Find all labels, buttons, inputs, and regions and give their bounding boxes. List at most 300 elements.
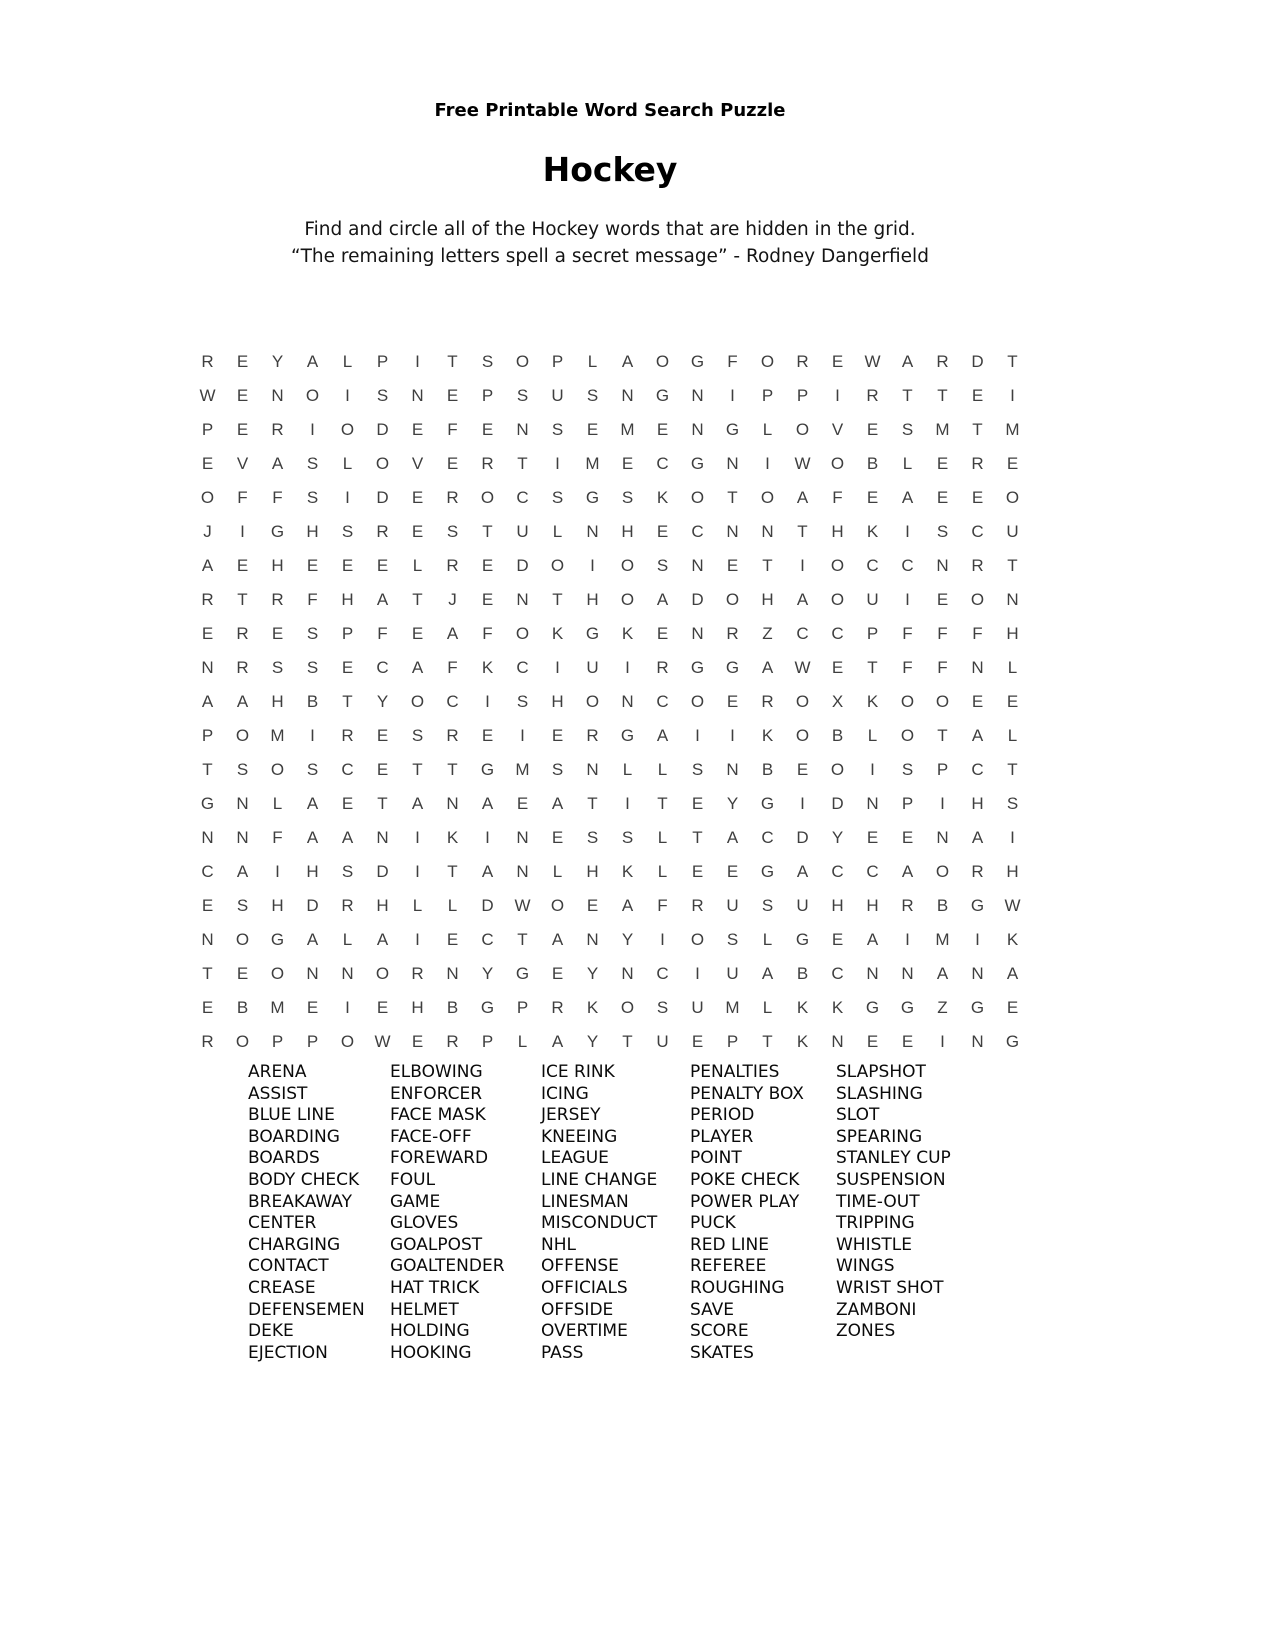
grid-cell: H (271, 556, 284, 575)
grid-cell: H (551, 692, 564, 711)
grid-cell: E (586, 896, 599, 915)
grid-cell: I (800, 794, 805, 813)
grid-cell: C (516, 658, 529, 677)
grid-cell: B (796, 964, 809, 983)
grid-cell: U (691, 998, 704, 1017)
grid-cell: D (516, 556, 529, 575)
word-item: STANLEY CUP (836, 1148, 951, 1169)
grid-cell: E (866, 828, 879, 847)
grid-cell: B (866, 454, 879, 473)
grid-cell: I (240, 522, 245, 541)
grid-cell: N (691, 624, 704, 643)
word-item: POKE CHECK (690, 1169, 800, 1190)
grid-cell: C (376, 658, 389, 677)
word-item: CONTACT (248, 1256, 329, 1277)
grid-cell: N (446, 794, 459, 813)
word-item: HELMET (390, 1299, 459, 1320)
grid-cell: E (341, 794, 354, 813)
grid-cell: N (726, 522, 739, 541)
grid-cell: E (446, 454, 459, 473)
grid-row (190, 1025, 1030, 1059)
word-item: HOLDING (390, 1321, 470, 1342)
puzzle-title: Hockey (542, 150, 678, 189)
grid-cell: R (866, 386, 879, 405)
grid-cell: A (901, 488, 914, 507)
grid-cell: A (306, 828, 319, 847)
grid-cell: J (448, 590, 457, 609)
grid-cell: S (236, 760, 249, 779)
grid-cell: D (796, 828, 809, 847)
grid-cell: B (446, 998, 459, 1017)
grid-cell: R (656, 658, 669, 677)
grid-cell: I (485, 828, 490, 847)
grid-cell: L (762, 930, 773, 949)
grid-cell: L (762, 998, 773, 1017)
grid-cell: C (481, 930, 494, 949)
grid-cell: K (866, 692, 879, 711)
grid-cell: S (306, 760, 319, 779)
grid-cell: A (656, 726, 669, 745)
grid-cell: B (761, 760, 774, 779)
grid-cell: A (656, 590, 669, 609)
grid-cell: I (905, 930, 910, 949)
grid-cell: M (515, 760, 530, 779)
grid-cell: T (447, 760, 458, 779)
grid-cell: G (900, 998, 915, 1017)
grid-cell: E (376, 998, 389, 1017)
grid-cell: O (550, 556, 565, 575)
grid-cell: N (411, 386, 424, 405)
grid-cell: L (342, 930, 353, 949)
grid-cell: G (690, 658, 705, 677)
word-item: ICE RINK (541, 1062, 615, 1082)
grid-cell: H (306, 862, 319, 881)
grid-cell: N (866, 794, 879, 813)
grid-cell: R (481, 454, 494, 473)
grid-cell: L (342, 454, 353, 473)
grid-cell: I (1010, 828, 1015, 847)
grid-cell: F (902, 624, 913, 643)
grid-cell: E (481, 556, 494, 575)
word-item: SLASHING (836, 1083, 923, 1104)
grid-cell: M (270, 998, 285, 1017)
word-item: HOOKING (390, 1342, 472, 1363)
grid-cell: E (656, 624, 669, 643)
grid-cell: T (727, 488, 738, 507)
grid-cell: O (200, 488, 215, 507)
grid-cell: A (306, 352, 319, 371)
grid-cell: A (866, 930, 879, 949)
grid-cell: G (970, 896, 985, 915)
grid-cell: Y (586, 1032, 599, 1051)
grid-cell: E (271, 624, 284, 643)
instructions (0, 216, 1220, 270)
grid-cell: F (377, 624, 388, 643)
instructions-line-2: “The remaining letters spell a secret message” - Rodney Dangerfield (291, 246, 929, 267)
grid-cell: O (235, 930, 250, 949)
grid-cell: U (516, 522, 529, 541)
grid-cell: P (796, 386, 809, 405)
grid-cell: I (870, 760, 875, 779)
grid-cell: F (307, 590, 318, 609)
word-item: WRIST SHOT (836, 1277, 944, 1298)
grid-cell: W (864, 352, 881, 371)
grid-cell: T (902, 386, 913, 405)
grid-cell: T (867, 658, 878, 677)
grid-cell: N (1006, 590, 1019, 609)
word-item: POWER PLAY (690, 1191, 800, 1212)
grid-cell: G (655, 386, 670, 405)
grid-cell: K (761, 726, 774, 745)
grid-cell: E (656, 420, 669, 439)
grid-row (190, 787, 1030, 821)
grid-cell: E (411, 488, 424, 507)
grid-cell: I (520, 726, 525, 745)
grid-cell: S (901, 760, 914, 779)
grid-cell: E (971, 386, 984, 405)
grid-cell: V (236, 454, 249, 473)
grid-cell: S (341, 862, 354, 881)
grid-cell: E (1006, 692, 1019, 711)
word-item: PASS (541, 1342, 584, 1363)
grid-cell: H (1006, 624, 1019, 643)
grid-cell: A (481, 862, 494, 881)
grid-cell: I (310, 726, 315, 745)
grid-cell: R (691, 896, 704, 915)
grid-cell: I (905, 590, 910, 609)
grid-cell: K (656, 488, 669, 507)
grid-cell: T (1007, 556, 1018, 575)
grid-cell: E (236, 386, 249, 405)
grid-cell: Y (481, 964, 494, 983)
grid-cell: L (587, 352, 598, 371)
grid-cell: N (971, 964, 984, 983)
grid-cell: C (341, 760, 354, 779)
grid-cell: F (902, 658, 913, 677)
grid-cell: U (866, 590, 879, 609)
grid-cell: G (760, 794, 775, 813)
grid-cell: I (975, 930, 980, 949)
grid-cell: H (586, 862, 599, 881)
grid-cell: N (831, 1032, 844, 1051)
word-list (0, 1062, 1275, 1382)
grid-cell: K (621, 624, 634, 643)
grid-cell: C (831, 624, 844, 643)
grid-cell: Y (271, 352, 284, 371)
grid-cell: E (376, 726, 389, 745)
grid-cell: G (725, 420, 740, 439)
grid-cell: C (831, 964, 844, 983)
word-item: LINE CHANGE (541, 1169, 658, 1190)
grid-cell: P (901, 794, 914, 813)
grid-cell: E (726, 862, 739, 881)
grid-row (190, 515, 1030, 549)
grid-cell: L (412, 896, 423, 915)
grid-cell: G (760, 862, 775, 881)
grid-cell: T (1007, 352, 1018, 371)
word-list-column (248, 1062, 365, 1364)
grid-cell: C (201, 862, 214, 881)
grid-cell: U (551, 386, 564, 405)
grid-cell: L (657, 760, 668, 779)
grid-cell: M (585, 454, 600, 473)
grid-cell: R (271, 420, 284, 439)
grid-cell: F (937, 658, 948, 677)
grid-cell: N (971, 1032, 984, 1051)
grid-cell: W (374, 1032, 391, 1051)
grid-cell: E (236, 420, 249, 439)
grid-cell: O (690, 692, 705, 711)
grid-cell: M (270, 726, 285, 745)
grid-cell: E (936, 454, 949, 473)
grid-cell: E (656, 522, 669, 541)
grid-cell: A (376, 930, 389, 949)
word-item: KNEEING (541, 1126, 618, 1147)
grid-cell: S (306, 658, 319, 677)
word-item: BODY CHECK (248, 1169, 360, 1190)
grid-row (190, 753, 1030, 787)
grid-cell: T (202, 964, 213, 983)
grid-cell: M (1005, 420, 1020, 439)
grid-cell: T (517, 454, 528, 473)
grid-cell: E (376, 760, 389, 779)
word-item: ENFORCER (390, 1083, 483, 1104)
word-item: CHARGING (248, 1234, 341, 1255)
word-item: SUSPENSION (836, 1169, 946, 1190)
grid-cell: C (796, 624, 809, 643)
word-item: RED LINE (690, 1234, 769, 1255)
word-item: CREASE (248, 1277, 316, 1298)
grid-cell: Y (586, 964, 599, 983)
grid-cell: W (1004, 896, 1021, 915)
word-item: SLOT (836, 1105, 880, 1126)
word-item: GOALTENDER (390, 1256, 505, 1277)
grid-cell: I (695, 726, 700, 745)
grid-cell: R (201, 352, 214, 371)
word-item: REFEREE (690, 1256, 767, 1277)
grid-row (190, 821, 1030, 855)
grid-cell: I (345, 488, 350, 507)
grid-cell: L (867, 726, 878, 745)
grid-cell: T (587, 794, 598, 813)
grid-cell: F (972, 624, 983, 643)
grid-cell: H (621, 522, 634, 541)
grid-cell: A (481, 794, 494, 813)
grid-cell: E (726, 692, 739, 711)
grid-cell: A (761, 658, 774, 677)
grid-row (190, 481, 1030, 515)
grid-cell: A (971, 726, 984, 745)
grid-cell: F (727, 352, 738, 371)
grid-cell: I (800, 556, 805, 575)
page-header: Free Printable Word Search Puzzle (434, 100, 786, 121)
grid-cell: N (586, 930, 599, 949)
grid-cell: L (447, 896, 458, 915)
grid-cell: U (726, 896, 739, 915)
word-item: ICING (541, 1083, 589, 1104)
grid-cell: O (935, 862, 950, 881)
grid-cell: E (901, 828, 914, 847)
grid-cell: A (551, 930, 564, 949)
grid-cell: S (551, 488, 564, 507)
grid-cell: T (1007, 760, 1018, 779)
grid-cell: L (762, 420, 773, 439)
grid-cell: G (480, 760, 495, 779)
grid-cell: L (657, 862, 668, 881)
grid-cell: E (411, 522, 424, 541)
word-item: FOREWARD (390, 1148, 489, 1169)
grid-row (190, 889, 1030, 923)
grid-cell: H (586, 590, 599, 609)
grid-cell: E (411, 624, 424, 643)
word-list-column (541, 1062, 657, 1364)
grid-cell: E (306, 998, 319, 1017)
grid-cell: E (936, 590, 949, 609)
grid-cell: A (411, 794, 424, 813)
grid-cell: O (375, 454, 390, 473)
grid-cell: S (306, 488, 319, 507)
grid-cell: D (376, 420, 389, 439)
word-item: JERSEY (541, 1105, 601, 1126)
grid-cell: P (551, 352, 564, 371)
grid-cell: N (516, 590, 529, 609)
grid-cell: R (376, 522, 389, 541)
grid-cell: A (201, 692, 214, 711)
grid-cell: E (691, 794, 704, 813)
word-item: ELBOWING (390, 1062, 483, 1082)
grid-cell: E (1006, 998, 1019, 1017)
word-item: EJECTION (248, 1342, 328, 1363)
grid-cell: O (620, 998, 635, 1017)
grid-cell: Y (376, 692, 389, 711)
grid-cell: O (830, 454, 845, 473)
grid-cell: L (272, 794, 283, 813)
grid-cell: T (412, 760, 423, 779)
grid-cell: N (691, 386, 704, 405)
grid-cell: E (866, 420, 879, 439)
grid-cell: P (201, 726, 214, 745)
word-item: ZAMBONI (836, 1299, 917, 1320)
grid-cell: I (415, 862, 420, 881)
word-item: ROUGHING (690, 1277, 785, 1298)
grid-cell: G (620, 726, 635, 745)
grid-cell: E (831, 352, 844, 371)
grid-cell: I (275, 862, 280, 881)
grid-cell: L (902, 454, 913, 473)
grid-cell: N (201, 930, 214, 949)
grid-cell: E (201, 896, 214, 915)
grid-cell: S (656, 998, 669, 1017)
grid-cell: D (481, 896, 494, 915)
grid-cell: K (621, 862, 634, 881)
word-item: WHISTLE (836, 1234, 912, 1255)
grid-cell: T (692, 828, 703, 847)
grid-cell: G (690, 352, 705, 371)
grid-cell: I (310, 420, 315, 439)
grid-cell: K (446, 828, 459, 847)
grid-cell: G (270, 930, 285, 949)
grid-cell: C (831, 862, 844, 881)
grid-cell: G (200, 794, 215, 813)
grid-cell: I (415, 828, 420, 847)
grid-cell: O (410, 692, 425, 711)
grid-row (190, 447, 1030, 481)
grid-cell: O (725, 590, 740, 609)
grid-cell: P (726, 1032, 739, 1051)
word-item: SPEARING (836, 1126, 923, 1147)
grid-cell: L (622, 760, 633, 779)
grid-cell: A (551, 1032, 564, 1051)
grid-cell: A (1006, 964, 1019, 983)
grid-cell: E (481, 420, 494, 439)
word-item: POINT (690, 1148, 742, 1169)
word-list-column (390, 1062, 505, 1364)
grid-cell: S (691, 760, 704, 779)
grid-cell: N (621, 964, 634, 983)
grid-cell: A (271, 454, 284, 473)
grid-cell: T (762, 1032, 773, 1051)
grid-cell: E (236, 556, 249, 575)
word-item: GAME (390, 1191, 441, 1212)
grid-cell: E (1006, 454, 1019, 473)
grid-cell: E (236, 964, 249, 983)
grid-cell: D (691, 590, 704, 609)
grid-cell: D (971, 352, 984, 371)
grid-cell: E (236, 352, 249, 371)
grid-cell: E (971, 488, 984, 507)
grid-cell: C (691, 522, 704, 541)
grid-row (190, 583, 1030, 617)
word-list-column (836, 1062, 951, 1343)
grid-cell: F (937, 624, 948, 643)
word-item: ZONES (836, 1321, 896, 1342)
grid-cell: H (831, 522, 844, 541)
grid-cell: M (725, 998, 740, 1017)
grid-cell: B (236, 998, 249, 1017)
grid-cell: W (199, 386, 216, 405)
grid-cell: I (730, 726, 735, 745)
grid-cell: S (306, 624, 319, 643)
grid-cell: E (306, 556, 319, 575)
grid-cell: T (972, 420, 983, 439)
grid-cell: H (971, 794, 984, 813)
grid-cell: R (936, 352, 949, 371)
grid-cell: N (341, 964, 354, 983)
grid-cell: R (901, 896, 914, 915)
grid-cell: T (447, 352, 458, 371)
grid-cell: N (236, 828, 249, 847)
grid-cell: O (585, 692, 600, 711)
grid-cell: R (341, 726, 354, 745)
grid-cell: N (376, 828, 389, 847)
grid-cell: I (835, 386, 840, 405)
grid-cell: W (794, 454, 811, 473)
grid-cell: S (306, 454, 319, 473)
grid-cell: E (796, 760, 809, 779)
grid-cell: S (761, 896, 774, 915)
grid-row (190, 617, 1030, 651)
grid-cell: G (865, 998, 880, 1017)
grid-cell: S (271, 658, 284, 677)
grid-cell: E (831, 930, 844, 949)
word-item: PUCK (690, 1213, 736, 1234)
grid-cell: A (236, 862, 249, 881)
grid-cell: F (272, 828, 283, 847)
grid-cell: A (726, 828, 739, 847)
grid-cell: K (866, 522, 879, 541)
grid-cell: R (761, 692, 774, 711)
grid-cell: E (516, 794, 529, 813)
